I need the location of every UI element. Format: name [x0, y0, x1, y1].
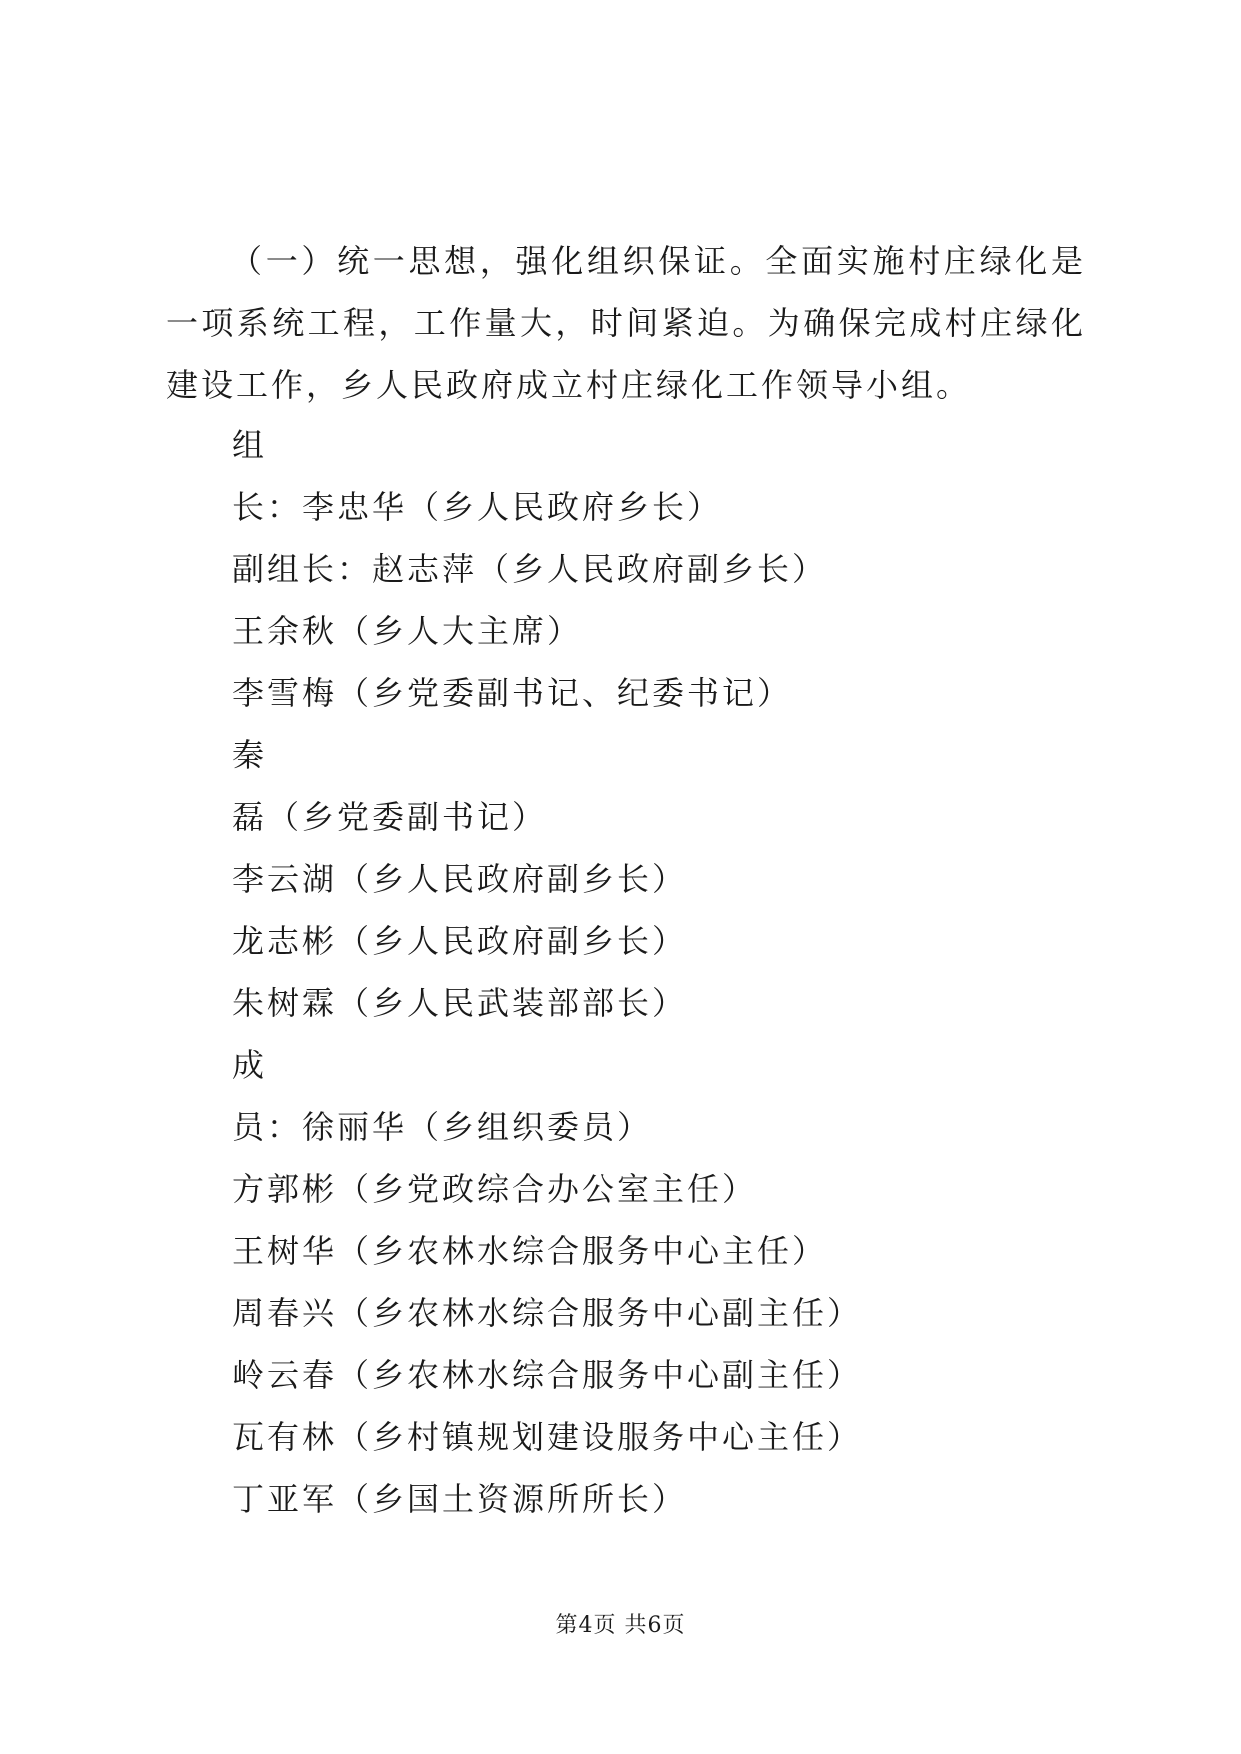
list-line: 朱树霖（乡人民武装部部长）: [232, 984, 688, 1022]
list-line: 组: [232, 426, 268, 464]
list-line: 岭云春（乡农林水综合服务中心副主任）: [232, 1356, 863, 1394]
list-line: 周春兴（乡农林水综合服务中心副主任）: [232, 1294, 863, 1332]
list-line: 员：徐丽华（乡组织委员）: [232, 1108, 653, 1146]
list-line: 李云湖（乡人民政府副乡长）: [232, 860, 688, 898]
list-line: 龙志彬（乡人民政府副乡长）: [232, 922, 688, 960]
list-line: 副组长：赵志萍（乡人民政府副乡长）: [232, 550, 828, 588]
list-line: 秦: [232, 736, 268, 774]
leadership-list: [232, 414, 1092, 1530]
list-line: 磊（乡党委副书记）: [232, 798, 548, 836]
list-line: 方郭彬（乡党政综合办公室主任）: [232, 1170, 758, 1208]
list-line: 长：李忠华（乡人民政府乡长）: [232, 488, 723, 526]
list-line: 王余秋（乡人大主席）: [232, 612, 583, 650]
list-line: 李雪梅（乡党委副书记、纪委书记）: [232, 674, 793, 712]
intro-paragraph: （一）统一思想，强化组织保证。全面实施村庄绿化是一项系统工程，工作量大，时间紧迫。为确保完成村庄绿化建设工作，乡人民政府成立村庄绿化工作领导小组。: [166, 242, 1086, 404]
list-line: 瓦有林（乡村镇规划建设服务中心主任）: [232, 1418, 863, 1456]
page-number-footer: 第4页 共6页: [555, 1613, 686, 1638]
list-line: 丁亚军（乡国土资源所所长）: [232, 1480, 688, 1518]
list-line: 成: [232, 1046, 268, 1084]
list-line: 王树华（乡农林水综合服务中心主任）: [232, 1232, 828, 1270]
